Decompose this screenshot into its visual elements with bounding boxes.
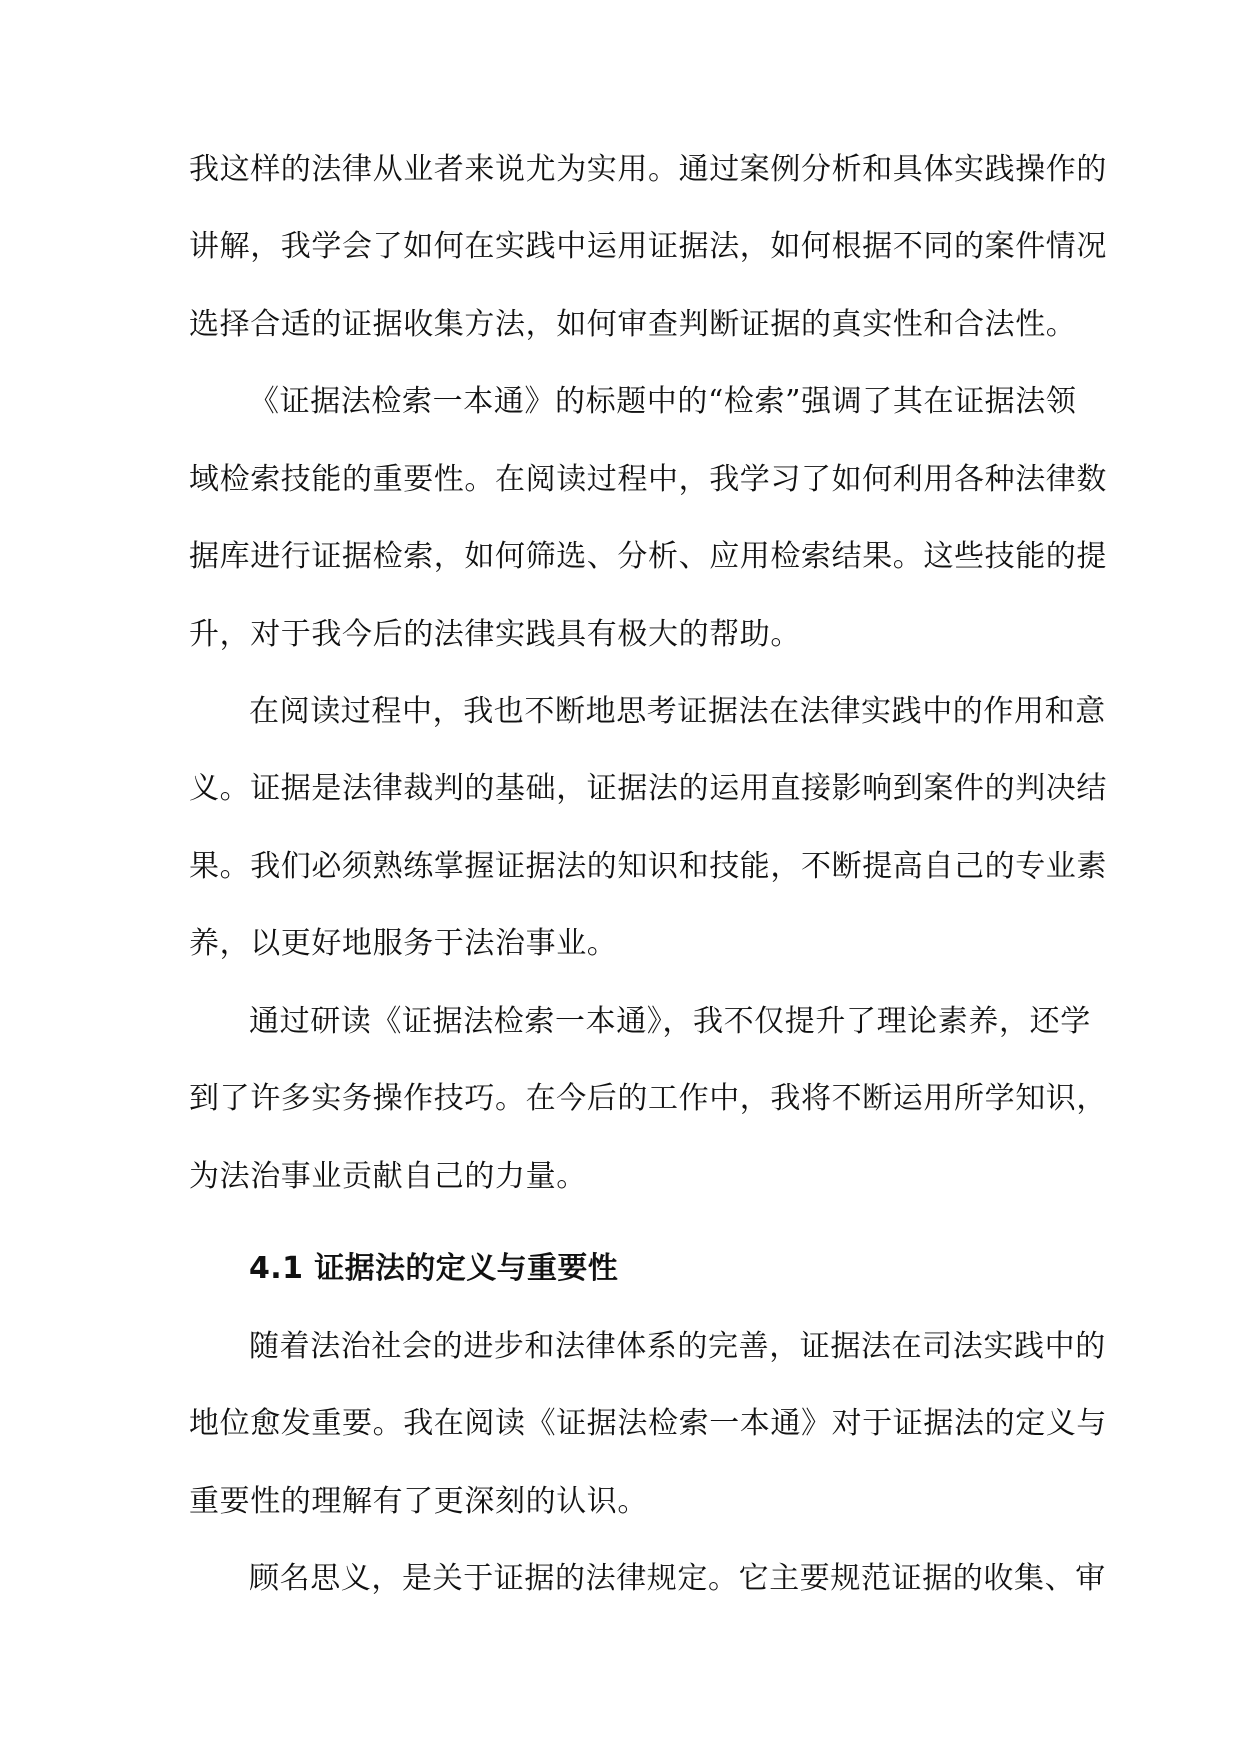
paragraph-6-line-1: 顾名思义，是关于证据的法律规定。它主要规范证据的收集、审 [249, 1561, 1106, 1596]
section-heading: 4.1 证据法的定义与重要性 [249, 1251, 619, 1286]
paragraph-3-line-1: 在阅读过程中，我也不断地思考证据法在法律实践中的作用和意 [249, 694, 1106, 729]
paragraph-2-line-2: 域检索技能的重要性。在阅读过程中，我学习了如何利用各种法律数 [189, 462, 1107, 497]
paragraph-1-line-2: 讲解，我学会了如何在实践中运用证据法，如何根据不同的案件情况 [189, 229, 1107, 264]
paragraph-4-line-1: 通过研读《证据法检索一本通》，我不仅提升了理论素养，还学 [249, 1004, 1091, 1039]
paragraph-1-line-3: 选择合适的证据收集方法，如何审查判断证据的真实性和合法性。 [189, 307, 1077, 342]
paragraph-5-line-3: 重要性的理解有了更深刻的认识。 [189, 1484, 648, 1519]
paragraph-3-line-3: 果。我们必须熟练掌握证据法的知识和技能，不断提高自己的专业素 [189, 849, 1107, 884]
paragraph-2-line-1: 《证据法检索一本通》的标题中的“检索”强调了其在证据法领 [249, 384, 1077, 419]
paragraph-5-line-1: 随着法治社会的进步和法律体系的完善，证据法在司法实践中的 [249, 1329, 1106, 1364]
paragraph-4-line-3: 为法治事业贡献自己的力量。 [189, 1159, 587, 1194]
paragraph-4-line-2: 到了许多实务操作技巧。在今后的工作中，我将不断运用所学知识， [189, 1081, 1107, 1116]
paragraph-3-line-4: 养，以更好地服务于法治事业。 [189, 926, 618, 961]
paragraph-2-line-4: 升，对于我今后的法律实践具有极大的帮助。 [189, 617, 801, 652]
paragraph-2-line-3: 据库进行证据检索，如何筛选、分析、应用检索结果。这些技能的提 [189, 539, 1107, 574]
paragraph-1-line-1: 我这样的法律从业者来说尤为实用。通过案例分析和具体实践操作的 [189, 152, 1107, 187]
paragraph-5-line-2: 地位愈发重要。我在阅读《证据法检索一本通》对于证据法的定义与 [189, 1406, 1107, 1441]
paragraph-3-line-2: 义。证据是法律裁判的基础，证据法的运用直接影响到案件的判决结 [189, 771, 1107, 806]
